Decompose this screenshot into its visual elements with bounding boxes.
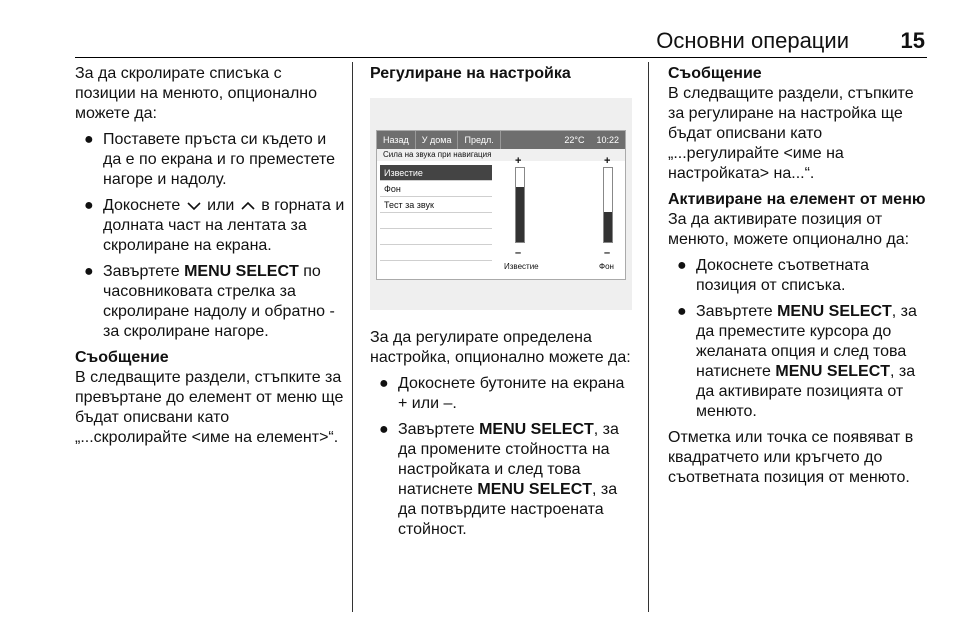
note-text: В следващите раздели, стъпките за превъртане до елемент от меню ще бъдат описвани като „...скролирайте <име на елемент>“. [75,369,344,446]
column-right [668,64,930,488]
scroll-options-list [75,130,345,342]
activate-options-list [668,256,930,422]
screen-menu-list [380,165,492,261]
list-item [380,229,492,245]
tab-back[interactable]: Назад [377,131,416,149]
plus-button[interactable]: + [515,155,522,167]
section-heading: Активиране на елемент от меню [668,191,926,208]
volume-slider-right[interactable] [603,167,613,243]
checkmark-note: Отметка или точка се появяват в квадратчето или кръгчето до съответната позиция от менюто. [668,429,914,486]
list-item: ● Завъртете MENU SELECT по часовниковата стрелка за скролиране надолу и обратно - за скролиране нагоре. [84,263,335,340]
list-item: ● Завъртете MENU SELECT, за да промените стойността на настройката и след това натиснете MENU SELECT, за да потвърдите настроената стойност. [379,421,619,538]
section-heading: Регулиране на настройка [370,65,571,82]
page-header [75,22,927,58]
menu-select-key: MENU SELECT [184,263,299,280]
screen-top-bar [377,131,625,149]
minus-button[interactable]: – [604,247,611,259]
page-title: Основни операции [656,28,849,53]
list-item: ● Докоснете или в горната и долната част на лентата за скролиране на екрана. [84,197,345,254]
screen-illustration [370,98,632,310]
list-item: ● Докоснете бутоните на екрана + или –. [379,375,625,412]
scroll-intro: За да скролирате списъка с позиции на менюто, опционално можете да: [75,65,318,122]
minus-button[interactable]: – [515,247,522,259]
menu-select-key: MENU SELECT [477,481,593,498]
list-item[interactable]: Тест за звук [380,197,492,213]
adjust-intro: За да регулирате определена настройка, опционално можете да: [370,329,631,366]
list-item: ● Завъртете MENU SELECT, за да преместите курсора до желаната опция и след това натиснете MENU SELECT, за да активирате позицията от менюто. [677,303,917,420]
list-item [380,245,492,261]
menu-select-key: MENU SELECT [777,303,892,320]
list-item [380,213,492,229]
list-item: ● Докоснете съответната позиция от списъка. [677,257,870,294]
tab-favorites[interactable]: Предл. [458,131,500,149]
chevron-up-icon [241,201,255,211]
volume-slider-left[interactable] [515,167,525,243]
menu-select-key: MENU SELECT [479,421,594,438]
adjust-options-list [370,374,635,540]
screen-subtitle: Сила на звука при навигация [377,149,625,161]
infotainment-screen [376,130,626,280]
list-item: ● Поставете пръста си където и да е по екрана и го преместете нагоре и надолу. [84,131,336,188]
note-text: В следващите раздели, стъпките за регулиране на настройка ще бъдат описвани като „...регулирайте <име на настройката> на...“. [668,85,914,182]
list-item[interactable]: Известие [380,165,492,181]
list-item[interactable]: Фон [380,181,492,197]
tab-home[interactable]: У дома [416,131,459,149]
temperature-readout: 22°C [564,135,585,145]
plus-icon: + [398,395,408,412]
note-title: Съобщение [668,65,762,82]
note-title: Съобщение [75,349,169,366]
slider-caption-left: Известие [504,262,539,271]
clock-readout: 10:22 [596,135,619,145]
menu-select-key: MENU SELECT [775,363,891,380]
page-number: 15 [900,28,925,53]
column-middle [370,64,635,546]
column-divider [352,62,353,612]
column-left [75,64,345,448]
activate-intro: За да активирате позиция от менюто, можете опционално да: [668,211,910,248]
slider-caption-right: Фон [599,262,614,271]
chevron-down-icon [187,201,201,211]
column-divider [648,62,649,612]
plus-button[interactable]: + [604,155,611,167]
